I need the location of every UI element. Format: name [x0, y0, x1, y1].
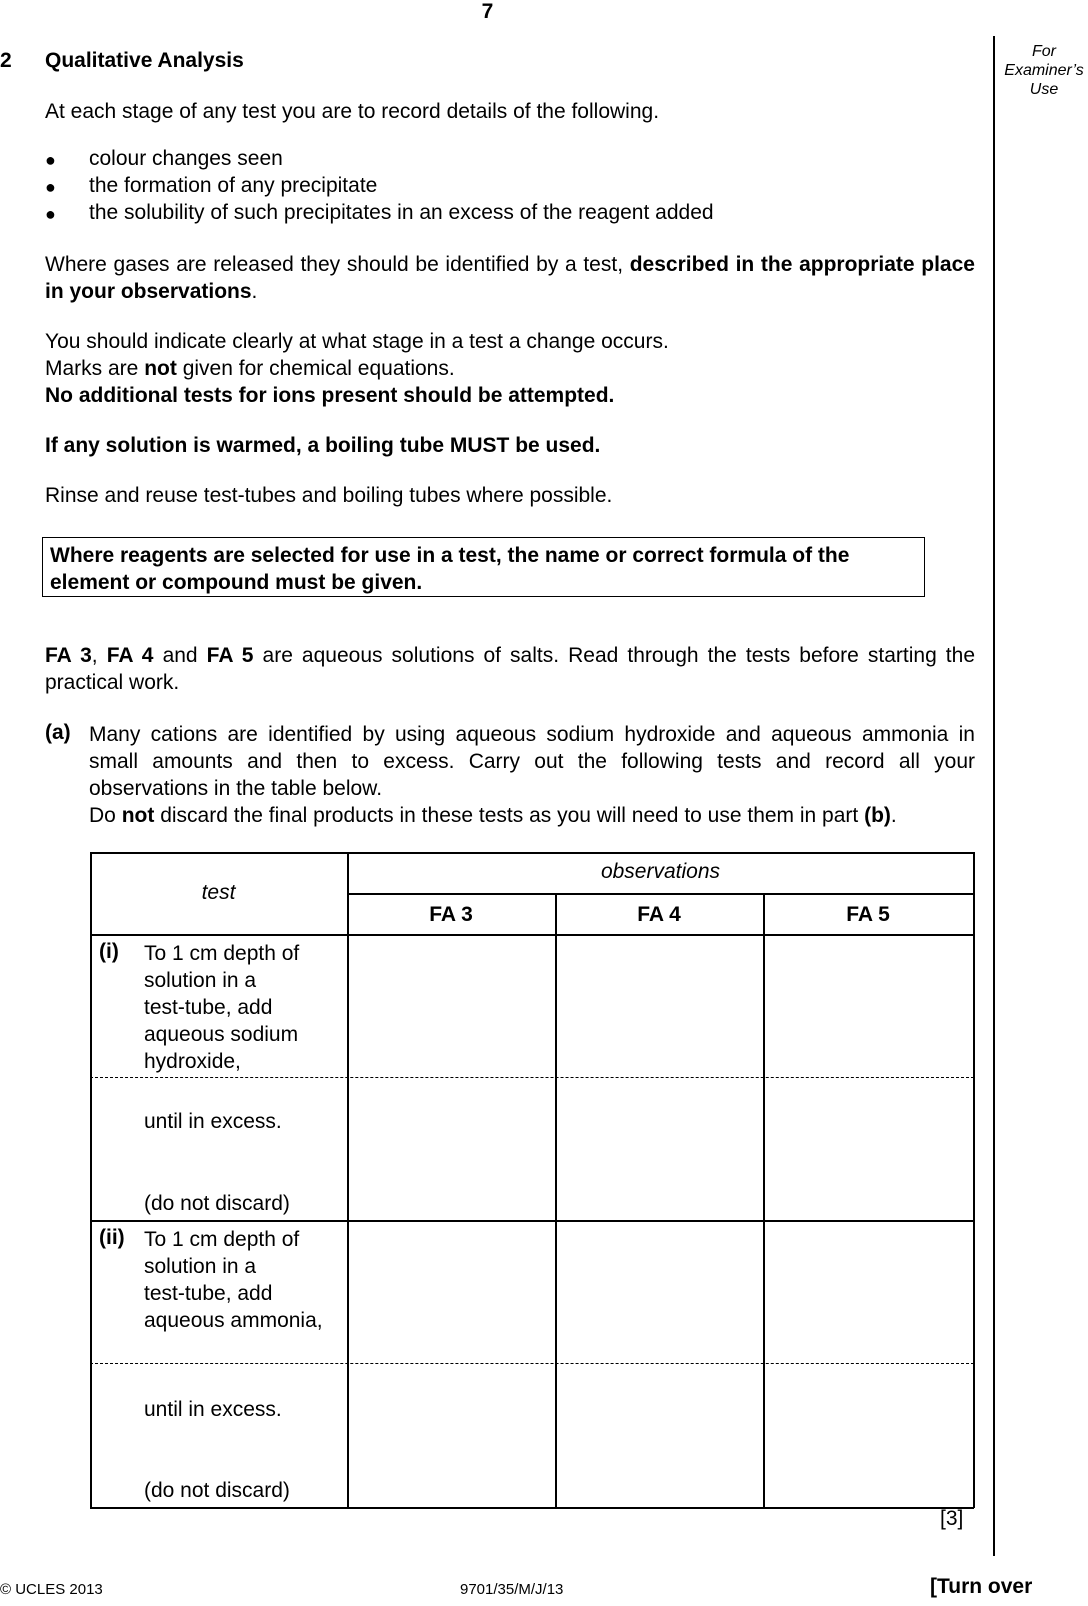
marks-allocation: [3]	[940, 1507, 964, 1530]
row-i-instruction	[144, 940, 299, 1075]
fa5-label: FA 5	[206, 644, 254, 667]
part-a-label: (a)	[45, 721, 71, 744]
bullet-marker: ●	[45, 204, 56, 224]
column-fa5: FA 5	[846, 903, 890, 926]
header-test: test	[201, 881, 236, 904]
column-fa4: FA 4	[637, 903, 681, 926]
examiner-margin-rule	[993, 36, 995, 1556]
row-ii-do-not-discard: (do not discard)	[144, 1479, 290, 1502]
marks-post: given for chemical equations.	[182, 357, 455, 380]
paper-code: 9701/35/M/J/13	[460, 1581, 564, 1598]
and-word: and	[162, 644, 198, 667]
gases-paragraph	[45, 251, 975, 305]
comma: ,	[91, 644, 98, 667]
examiner-note-line-2: Examiner’s	[1004, 62, 1084, 79]
part-a-rest: discard the final products in these tests as you will need to use them in part	[160, 804, 859, 827]
question-number: 2	[0, 49, 12, 72]
part-a-body: Many cations are identified by using aqueous sodium hydroxide and aqueous ammonia in small amounts and then to excess. Carry out the following tests and record all your observations in the table below.	[89, 723, 975, 800]
marks-not: not	[144, 357, 177, 380]
warming-instruction: If any solution is warmed, a boiling tube MUST be used.	[45, 434, 601, 457]
fa4-fa5-divider	[763, 893, 765, 1508]
bullet-item: the formation of any precipitate	[89, 174, 378, 197]
row-ii-line: solution in a	[144, 1255, 257, 1278]
row-ii-instruction	[144, 1226, 323, 1334]
table-border-top	[90, 852, 974, 854]
row-ii-excess: until in excess.	[144, 1398, 282, 1421]
page-number: 7	[481, 0, 494, 23]
stage-text: You should indicate clearly at what stage in a test a change occurs.	[45, 330, 669, 353]
part-a-keep	[89, 802, 975, 829]
row-ii-line: test-tube, add	[144, 1282, 273, 1305]
bullet-item: colour changes seen	[89, 147, 283, 170]
row-ii-dashed-divider	[90, 1363, 974, 1364]
question-title: Qualitative Analysis	[45, 49, 244, 72]
solutions-paragraph	[45, 642, 975, 696]
row-i-excess: until in excess.	[144, 1110, 282, 1133]
header-bottom-line	[90, 934, 974, 936]
marks-pre: Marks are	[45, 357, 139, 380]
row-ii-line: To 1 cm depth of	[144, 1228, 300, 1251]
reagent-notice-box: Where reagents are selected for use in a test, the name or correct formula of the element or compound must be given.	[42, 537, 925, 597]
bullet-item: the solubility of such precipitates in an excess of the reagent added	[89, 201, 714, 224]
table-border-right	[973, 852, 975, 1508]
fa3-label: FA 3	[45, 644, 92, 667]
marks-note	[45, 355, 975, 382]
fa4-label: FA 4	[106, 644, 154, 667]
examiner-note-line-1: For	[1032, 43, 1056, 60]
part-a-end: .	[890, 804, 897, 827]
part-a-text	[89, 721, 975, 829]
header-observations: observations	[600, 860, 721, 883]
part-a-ref: (b)	[864, 804, 891, 827]
bullet-marker: ●	[45, 150, 56, 170]
bullet-marker: ●	[45, 177, 56, 197]
row-i-label: (i)	[99, 940, 119, 963]
row-divider	[90, 1220, 974, 1222]
fa3-fa4-divider	[555, 893, 557, 1508]
row-i-line: To 1 cm depth of	[144, 942, 300, 965]
part-a-not: not	[121, 804, 155, 827]
gases-emphasis: described in the appropriate place in your observations	[45, 253, 975, 303]
row-i-dashed-divider	[90, 1077, 974, 1078]
no-additional-tests: No additional tests for ions present should be attempted.	[45, 384, 615, 407]
table-border-left	[90, 852, 92, 1508]
row-i-line: aqueous sodium	[144, 1023, 299, 1046]
row-i-line: hydroxide,	[144, 1050, 241, 1073]
examiner-use-note	[1000, 42, 1088, 99]
observations-subheader-line	[347, 893, 974, 895]
table-border-bottom	[90, 1507, 974, 1509]
row-i-line: test-tube, add	[144, 996, 273, 1019]
turn-over: [Turn over	[930, 1575, 1033, 1598]
gases-end: .	[251, 280, 258, 303]
gases-text: Where gases are released they should be identified by a test,	[45, 253, 624, 276]
rinse-instruction: Rinse and reuse test-tubes and boiling tubes where possible.	[45, 484, 613, 507]
solutions-text: are aqueous solutions of salts. Read through the tests before starting the practical work.	[45, 644, 976, 694]
row-i-do-not-discard: (do not discard)	[144, 1192, 290, 1215]
test-column-divider	[347, 852, 349, 1508]
row-ii-line: aqueous ammonia,	[144, 1309, 323, 1332]
row-i-line: solution in a	[144, 969, 257, 992]
column-fa3: FA 3	[429, 903, 473, 926]
part-a-do: Do	[89, 804, 116, 827]
examiner-note-line-3: Use	[1029, 81, 1059, 98]
copyright: © UCLES 2013	[0, 1581, 103, 1598]
row-ii-label: (ii)	[99, 1226, 125, 1249]
intro-text: At each stage of any test you are to record details of the following.	[45, 100, 660, 123]
